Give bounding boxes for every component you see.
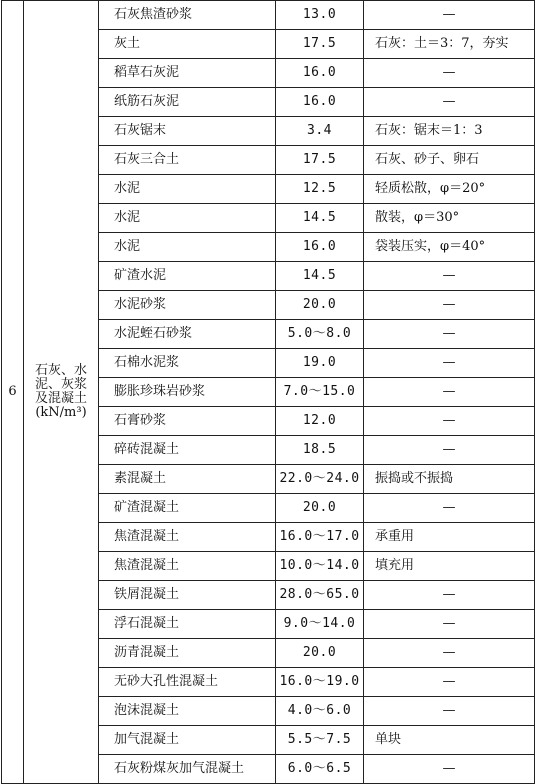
- density-value-cell: 16.0～19.0: [276, 668, 364, 697]
- remark-cell: —: [364, 610, 535, 639]
- density-value-cell: 28.0～65.0: [276, 581, 364, 610]
- group-index-cell: 6: [2, 1, 24, 784]
- category-label-line: 及混凝土: [34, 391, 87, 406]
- density-value-cell: 16.0: [276, 59, 364, 88]
- remark-cell: —: [364, 291, 535, 320]
- material-name-cell: 石灰三合土: [99, 146, 276, 175]
- material-name-cell: 稻草石灰泥: [99, 59, 276, 88]
- category-label-line: 泥、灰浆: [34, 377, 87, 392]
- density-value-cell: 17.5: [276, 146, 364, 175]
- density-value-cell: 16.0: [276, 233, 364, 262]
- material-name-cell: 矿渣水泥: [99, 262, 276, 291]
- density-value-cell: 12.5: [276, 175, 364, 204]
- remark-cell: 轻质松散，φ＝20°: [364, 175, 535, 204]
- material-name-cell: 矿渣混凝土: [99, 494, 276, 523]
- material-name-cell: 焦渣混凝土: [99, 523, 276, 552]
- material-name-cell: 纸筋石灰泥: [99, 88, 276, 117]
- density-value-cell: 16.0: [276, 88, 364, 117]
- remark-cell: —: [364, 88, 535, 117]
- material-name-cell: 石灰锯末: [99, 117, 276, 146]
- remark-cell: 散装，φ＝30°: [364, 204, 535, 233]
- material-name-cell: 水泥: [99, 233, 276, 262]
- remark-cell: —: [364, 349, 535, 378]
- density-value-cell: 6.0～6.5: [276, 755, 364, 784]
- material-name-cell: 沥青混凝土: [99, 639, 276, 668]
- table-body: [2, 1, 535, 784]
- remark-cell: 石灰、砂子、卵石: [364, 146, 535, 175]
- remark-cell: —: [364, 697, 535, 726]
- density-value-cell: 12.0: [276, 407, 364, 436]
- material-name-cell: 水泥蛭石砂浆: [99, 320, 276, 349]
- density-value-cell: 7.0～15.0: [276, 378, 364, 407]
- remark-cell: 石灰：锯末＝1：3: [364, 117, 535, 146]
- material-name-cell: 水泥砂浆: [99, 291, 276, 320]
- density-value-cell: 22.0～24.0: [276, 465, 364, 494]
- material-name-cell: 石膏砂浆: [99, 407, 276, 436]
- remark-cell: —: [364, 755, 535, 784]
- density-value-cell: 10.0～14.0: [276, 552, 364, 581]
- material-name-cell: 水泥: [99, 204, 276, 233]
- category-cell: [24, 1, 99, 784]
- remark-cell: 填充用: [364, 552, 535, 581]
- density-value-cell: 5.0～8.0: [276, 320, 364, 349]
- material-name-cell: 加气混凝土: [99, 726, 276, 755]
- density-value-cell: 4.0～6.0: [276, 697, 364, 726]
- material-name-cell: 石灰焦渣砂浆: [99, 1, 276, 30]
- density-value-cell: 13.0: [276, 1, 364, 30]
- material-name-cell: 泡沫混凝土: [99, 697, 276, 726]
- remark-cell: 振捣或不振捣: [364, 465, 535, 494]
- remark-cell: 袋装压实，φ＝40°: [364, 233, 535, 262]
- material-name-cell: 膨胀珍珠岩砂浆: [99, 378, 276, 407]
- material-name-cell: 焦渣混凝土: [99, 552, 276, 581]
- material-name-cell: 石棉水泥浆: [99, 349, 276, 378]
- remark-cell: —: [364, 262, 535, 291]
- material-name-cell: 素混凝土: [99, 465, 276, 494]
- material-density-table: [1, 0, 535, 784]
- material-name-cell: 石灰粉煤灰加气混凝土: [99, 755, 276, 784]
- density-value-cell: 20.0: [276, 494, 364, 523]
- remark-cell: —: [364, 436, 535, 465]
- density-value-cell: 20.0: [276, 291, 364, 320]
- remark-cell: 承重用: [364, 523, 535, 552]
- category-label-line: 石灰、水: [34, 363, 87, 378]
- remark-cell: —: [364, 320, 535, 349]
- density-value-cell: 18.5: [276, 436, 364, 465]
- remark-cell: —: [364, 639, 535, 668]
- remark-cell: 石灰：土＝3：7，夯实: [364, 30, 535, 59]
- material-name-cell: 无砂大孔性混凝土: [99, 668, 276, 697]
- material-name-cell: 水泥: [99, 175, 276, 204]
- density-value-cell: 9.0～14.0: [276, 610, 364, 639]
- density-value-cell: 3.4: [276, 117, 364, 146]
- remark-cell: —: [364, 581, 535, 610]
- remark-cell: —: [364, 407, 535, 436]
- remark-cell: —: [364, 668, 535, 697]
- category-label-line: (kN/m³): [35, 405, 87, 420]
- density-value-cell: 20.0: [276, 639, 364, 668]
- density-value-cell: 19.0: [276, 349, 364, 378]
- remark-cell: —: [364, 1, 535, 30]
- material-name-cell: 灰土: [99, 30, 276, 59]
- density-value-cell: 14.5: [276, 204, 364, 233]
- remark-cell: —: [364, 494, 535, 523]
- density-value-cell: 14.5: [276, 262, 364, 291]
- material-name-cell: 铁屑混凝土: [99, 581, 276, 610]
- density-value-cell: 17.5: [276, 30, 364, 59]
- density-value-cell: 16.0～17.0: [276, 523, 364, 552]
- material-name-cell: 浮石混凝土: [99, 610, 276, 639]
- remark-cell: —: [364, 59, 535, 88]
- density-value-cell: 5.5～7.5: [276, 726, 364, 755]
- table-row: [2, 1, 535, 30]
- material-name-cell: 碎砖混凝土: [99, 436, 276, 465]
- remark-cell: —: [364, 378, 535, 407]
- remark-cell: 单块: [364, 726, 535, 755]
